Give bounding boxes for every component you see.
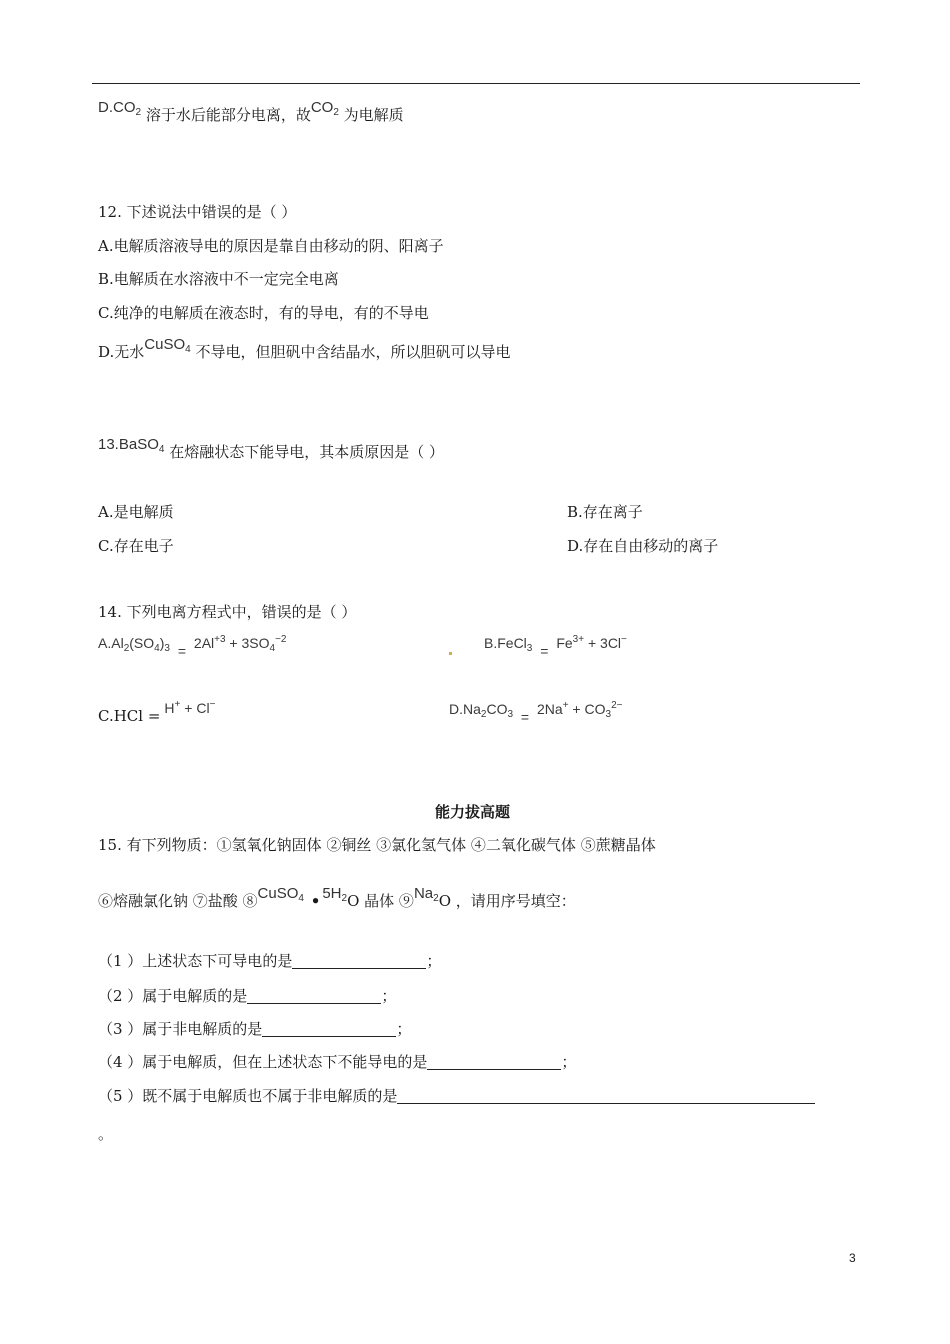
q13-option-b: B.存在离子 <box>567 503 643 521</box>
q13-option-d: D.存在自由移动的离子 <box>567 537 719 555</box>
q15-end-mark: 。 <box>98 1125 114 1143</box>
q15-sub2: （2 ）属于电解质的是 ； <box>98 987 397 1005</box>
q15-sub4: （4 ）属于电解质，但在上述状态下不能导电的是 ； <box>98 1053 577 1071</box>
page-number: 3 <box>849 1251 856 1265</box>
q15-sub3: （3 ）属于非电解质的是 ； <box>98 1020 412 1038</box>
answer-blank-2[interactable] <box>247 988 381 1004</box>
q12-stem: 12. 下述说法中错误的是（ ） <box>98 203 297 221</box>
q14-option-b: B.FeCl$_3$ = $Fe^{3+} + 3Cl^-$ <box>484 634 627 659</box>
header-rule <box>92 83 860 84</box>
q14-option-c: C.HCl = H+ + Cl− <box>98 699 216 725</box>
q12-option-a: A.电解质溶液导电的原因是靠自由移动的阴、阳离子 <box>98 237 444 255</box>
q14-option-d: $D.Na_2CO_3 = 2Na^+ + CO_3^{2-}$ <box>449 700 623 725</box>
q13-option-c: C.存在电子 <box>98 537 174 555</box>
answer-blank-4[interactable] <box>427 1054 561 1070</box>
q14-stem: 14. 下列电离方程式中，错误的是（ ） <box>98 603 357 621</box>
q12-option-c: C.纯净的电解质在液态时，有的导电，有的不导电 <box>98 304 429 322</box>
q15-line2: ⑥熔融氯化钠 ⑦盐酸 ⑧CuSO$_4$ • $5H_2O$ 晶体 $⑨Na_2O$ ，请用序号填空： <box>98 885 576 910</box>
q15-sub1: （1 ）上述状态下可导电的是 ； <box>98 952 442 970</box>
section-title: 能力拔高题 <box>435 803 511 821</box>
q14-option-a: $A.Al_2(SO_4)_3 = 2Al^{+3} + 3SO_4^{-2}$ <box>98 634 287 659</box>
q15-stem: 15. 有下列物质：①氢氧化钠固体 ②铜丝 ③氯化氢气体 ④二氧化碳气体 ⑤蔗糖晶体 <box>98 836 656 854</box>
q12-option-d: D.无水CuSO$_4$ 不导电，但胆矾中含结晶水，所以胆矾可以导电 <box>98 336 511 361</box>
answer-blank-1[interactable] <box>292 953 426 969</box>
q13-stem: 13.BaSO$_4$ 在熔融状态下能导电，其本质原因是（ ） <box>98 436 444 461</box>
q13-option-a: A.是电解质 <box>98 503 174 521</box>
q11-option-d: $D.CO_2$ 溶于水后能部分电离，故$CO_2$ 为电解质 <box>98 99 404 124</box>
answer-blank-3[interactable] <box>262 1021 396 1037</box>
q12-option-b: B.电解质在水溶液中不一定完全电离 <box>98 270 339 288</box>
q15-sub5: （5 ）既不属于电解质也不属于非电解质的是 <box>98 1085 815 1106</box>
answer-blank-5[interactable] <box>397 1088 815 1104</box>
stray-mark <box>449 652 452 655</box>
